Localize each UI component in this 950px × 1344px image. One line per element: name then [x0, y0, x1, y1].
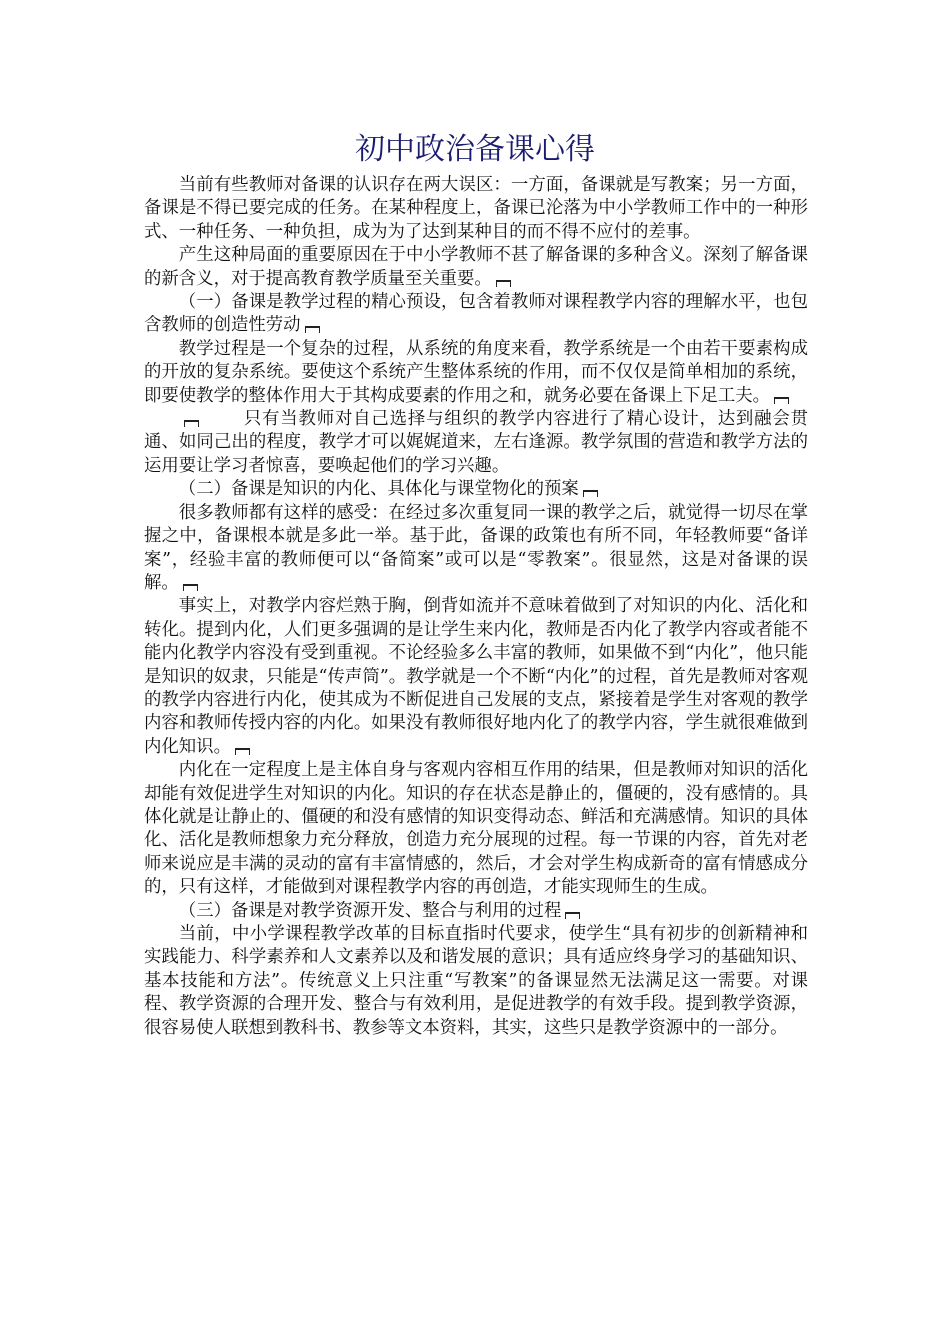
paragraph-4 — [144, 408, 808, 478]
paragraph-8-text: 当前，中小学课程教学改革的目标直指时代要求，使学生“具有初步的创新精神和实践能力、科学素养和人文素养以及和谐发展的意识；具有适应终身学习的基础知识、基本技能和方法”。传统意义上只注重“写教案”的备课显然无法满足这一需要。对课程、教学资源的合理开发、整合与有效利用，是促进教学的有效手段。提到教学资源，很容易使人联想到教科书、教参等文本资料，其实，这些只是教学资源中的一部分。 — [144, 924, 808, 1038]
line-break-mark-icon — [496, 280, 511, 287]
paragraph-3-text: 教学过程是一个复杂的过程，从系统的角度来看，教学系统是一个由若干要素构成的开放的复杂系统。要使这个系统产生整体系统的作用，而不仅仅是简单相加的系统，即要使教学的整体作用大于其构成要素的作用之和，就务必要在备课上下足工夫。 — [144, 338, 808, 406]
paragraph-1 — [144, 174, 808, 244]
line-break-mark-icon — [235, 748, 250, 755]
paragraph-2 — [144, 244, 808, 291]
paragraph-6-text: 事实上，对教学内容烂熟于胸，倒背如流并不意味着做到了对知识的内化、活化和转化。提到内化，人们更多强调的是让学生来内化，教师是否内化了教学内容或者能不能内化教学内容没有受到重视。不论经验多么丰富的教师，如果做不到“内化”，他只能是知识的奴隶，只能是“传声筒”。教学就是一个不断“内化”的过程，首先是教师对客观的教学内容进行内化，使其成为不断促进自己发展的支点，紧接着是学生对客观的教学内容和教师传授内容的内化。如果没有教师很好地内化了的教学内容，学生就很难做到内化知识。 — [144, 596, 808, 757]
section-heading-3-text: （三）备课是对教学资源开发、整合与利用的过程 — [178, 900, 562, 921]
paragraph-4-text: 只有当教师对自己选择与组织的教学内容进行了精心设计，达到融会贯通、如同己出的程度，教学才可以娓娓道来，左右逢源。教学氛围的营造和教学方法的运用要让学习者惊喜，要唤起他们的学习兴趣。 — [144, 409, 808, 476]
paragraph-2-text: 产生这种局面的重要原因在于中小学教师不甚了解备课的多种含义。深刻了解备课的新含义，对于提高教育教学质量至关重要。 — [144, 245, 808, 289]
line-break-mark-icon — [184, 420, 199, 427]
line-break-mark-icon — [774, 397, 789, 404]
section-heading-2-text: （二）备课是知识的内化、具体化与课堂物化的预案 — [178, 479, 579, 500]
section-heading-3 — [144, 900, 808, 923]
document-body — [144, 174, 808, 1040]
line-break-mark-icon — [183, 584, 198, 591]
section-heading-2 — [144, 478, 808, 501]
paragraph-7 — [144, 759, 808, 899]
line-break-mark-icon — [583, 490, 598, 497]
section-heading-1 — [144, 291, 808, 338]
paragraph-6 — [144, 595, 808, 759]
paragraph-5-text: 很多教师都有这样的感受：在经过多次重复同一课的教学之后，就觉得一切尽在掌握之中，备课根本就是多此一举。基于此，备课的政策也有所不同，年轻教师要“备详案”，经验丰富的教师便可以“备简案”或可以是“零教案”。很显然，这是对备课的误解。 — [144, 502, 808, 593]
line-break-mark-icon — [565, 912, 580, 919]
paragraph-7-text: 内化在一定程度上是主体自身与客观内容相互作用的结果，但是教师对知识的活化却能有效促进学生对知识的内化。知识的存在状态是静止的，僵硬的，没有感情的。具体化就是让静止的、僵硬的和没有感情的知识变得动态、鲜活和充满感情。知识的具体化、活化是教师想象力充分释放，创造力充分展现的过程。每一节课的内容，首先对老师来说应是丰满的灵动的富有丰富情感的，然后，才会对学生构成新奇的富有情感成分的，只有这样，才能做到对课程教学内容的再创造，才能实现师生的生成。 — [144, 760, 808, 898]
paragraph-1-text: 当前有些教师对备课的认识存在两大误区：一方面，备课就是写教案；另一方面，备课是不得已要完成的任务。在某种程度上，备课已沦落为中小学教师工作中的一种形式、一种任务、一种负担，成为为了达到某种目的而不得不应付的差事。 — [144, 175, 808, 242]
section-heading-1-text: （一）备课是教学过程的精心预设，包含着教师对课程教学内容的理解水平，也包含教师的创造性劳动 — [144, 292, 808, 336]
paragraph-5 — [144, 502, 808, 596]
paragraph-3 — [144, 338, 808, 408]
line-break-mark-icon — [305, 326, 320, 333]
document-title: 初中政治备课心得 — [355, 132, 595, 167]
paragraph-8 — [144, 923, 808, 1040]
